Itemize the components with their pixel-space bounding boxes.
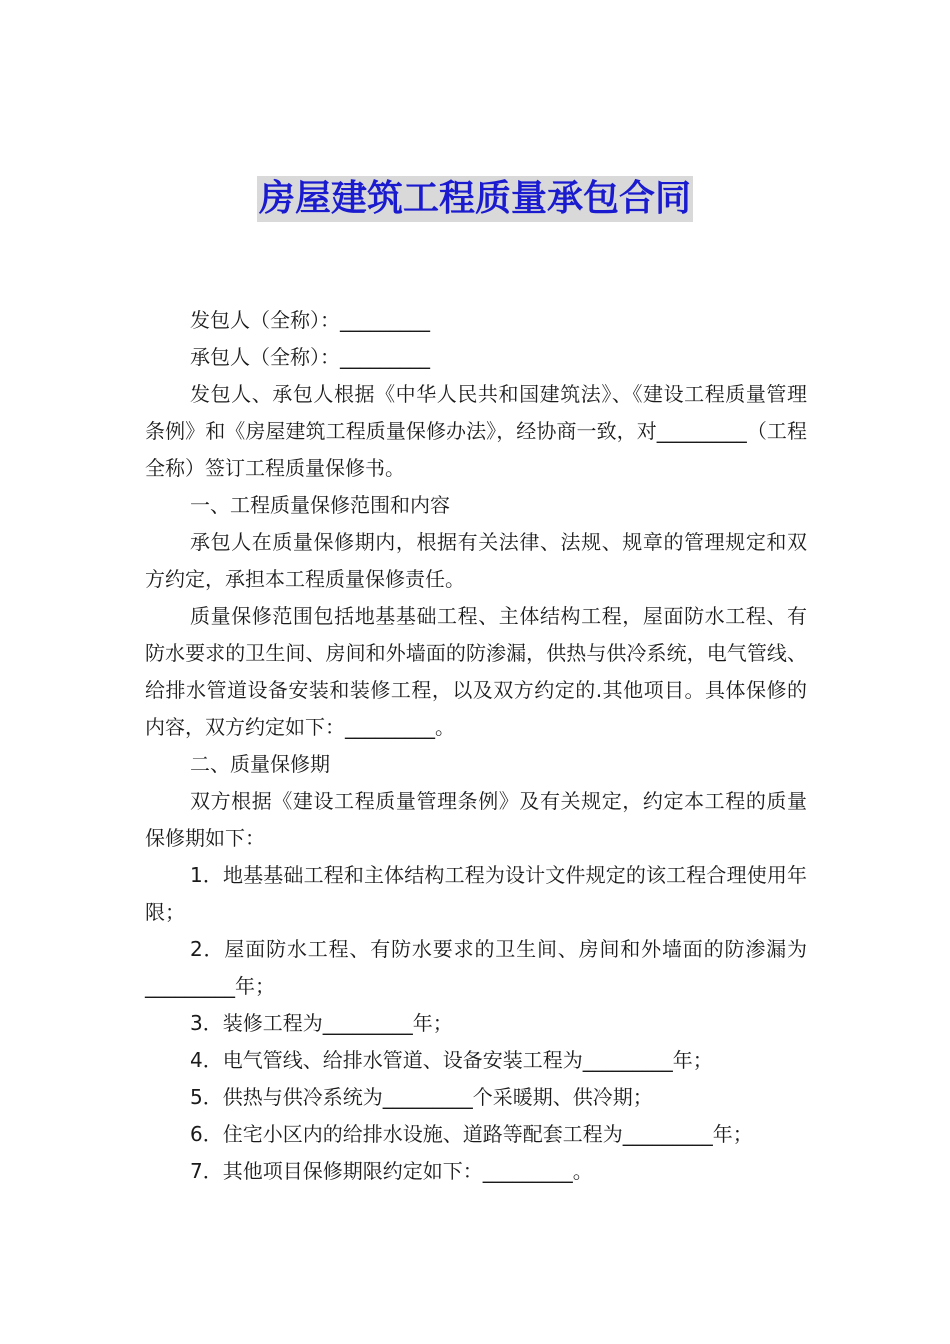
list-item-4: 4．电气管线、给排水管道、设备安装工程为_________年； <box>190 1048 713 1072</box>
list-item-5: 5．供热与供冷系统为_________个采暖期、供冷期； <box>190 1085 653 1109</box>
list-item-3: 3．装修工程为_________年； <box>190 1011 453 1035</box>
paragraph-contractor: 承包人（全称）：_________ <box>190 345 430 369</box>
paragraph-scope-content: 质量保修范围包括地基基础工程、主体结构工程，屋面防水工程、有防水要求的卫生间、房间和外墙面的防渗漏，供热与供冷系统，电气管线、给排水管道设备安装和装修工程，以及双方约定的.其他项目。具体保修的内容，双方约定如下：_________。 <box>145 604 807 739</box>
paragraph-employer: 发包人（全称）：_________ <box>190 308 430 332</box>
document-title: 房屋建筑工程质量承包合同 <box>257 176 693 222</box>
document-body <box>145 302 807 1190</box>
list-item-1: 1．地基基础工程和主体结构工程为设计文件规定的该工程合理使用年限； <box>145 863 807 924</box>
section-heading-scope: 一、工程质量保修范围和内容 <box>190 493 450 517</box>
title-container <box>0 176 950 222</box>
list-item-7: 7．其他项目保修期限约定如下：_________。 <box>190 1159 593 1183</box>
section-heading-period: 二、质量保修期 <box>190 752 330 776</box>
paragraph-responsibility: 承包人在质量保修期内，根据有关法律、法规、规章的管理规定和双方约定，承担本工程质量保修责任。 <box>145 530 807 591</box>
list-item-2: 2．屋面防水工程、有防水要求的卫生间、房间和外墙面的防渗漏为_________年； <box>145 937 807 998</box>
list-item-6: 6．住宅小区内的给排水设施、道路等配套工程为_________年； <box>190 1122 753 1146</box>
paragraph-preamble: 发包人、承包人根据《中华人民共和国建筑法》、《建设工程质量管理条例》和《房屋建筑工程质量保修办法》，经协商一致，对_________（工程全称）签订工程质量保修书。 <box>145 382 807 480</box>
paragraph-period-intro: 双方根据《建设工程质量管理条例》及有关规定，约定本工程的质量保修期如下： <box>145 789 807 850</box>
